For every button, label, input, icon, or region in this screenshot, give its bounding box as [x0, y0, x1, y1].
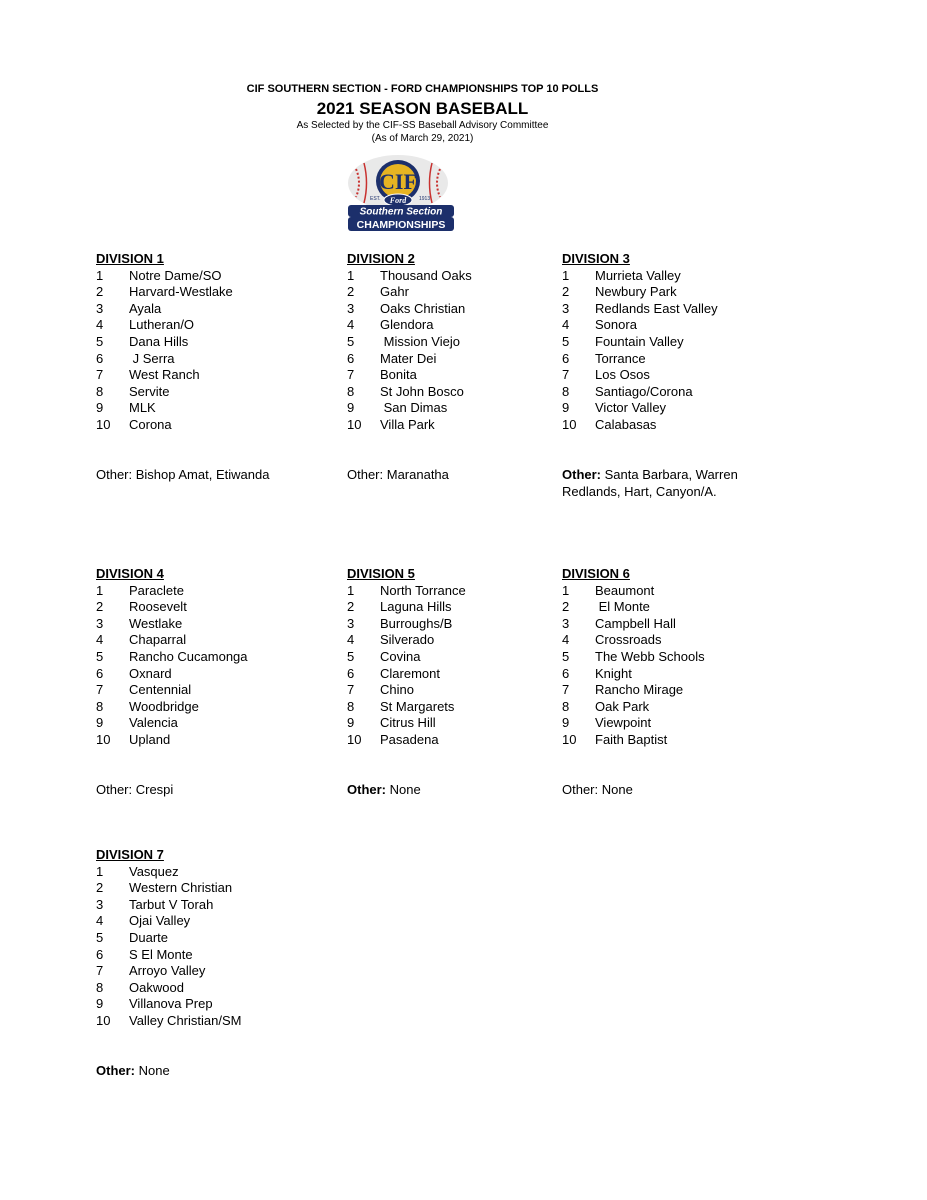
ranking-row: [347, 715, 436, 732]
division-6: [562, 566, 705, 749]
rank-number: 1: [96, 267, 104, 283]
division-2: [347, 251, 472, 434]
other-label: Other:: [562, 467, 601, 482]
rank-number: 10: [96, 1012, 111, 1028]
division-5-other: [347, 781, 421, 798]
rank-number: 7: [562, 682, 570, 698]
ranking-row: [96, 896, 214, 914]
ranking-row: [96, 267, 222, 285]
ranking-row: [562, 300, 718, 318]
cif-ford-championships-logo: [346, 155, 456, 235]
team-name: Ayala: [129, 300, 162, 316]
other-label: Other:: [347, 782, 386, 797]
ranking-row: [562, 632, 662, 649]
ranking-row: [347, 300, 466, 318]
team-name: Covina: [380, 648, 421, 664]
team-name: El Monte: [595, 599, 650, 615]
team-name: The Webb Schools: [595, 648, 705, 664]
ranking-row: [347, 267, 472, 285]
ranking-row: [347, 665, 440, 683]
rank-number: 9: [347, 715, 355, 731]
other-text: Santa Barbara, Warren: [601, 467, 738, 482]
team-name: Roosevelt: [129, 599, 187, 615]
ranking-row: [562, 599, 650, 616]
rank-number: 1: [96, 582, 104, 598]
rank-number: 6: [347, 350, 355, 366]
team-name: S El Monte: [129, 946, 193, 962]
team-name: North Torrance: [380, 582, 466, 598]
ranking-row: [562, 666, 630, 683]
ranking-row: [96, 863, 179, 881]
team-name: San Dimas: [380, 400, 448, 416]
team-name: Western Christian: [129, 880, 233, 896]
ranking-row: [96, 715, 178, 732]
rank-number: 5: [562, 648, 570, 664]
rank-number: 3: [347, 300, 355, 316]
ranking-row: [96, 648, 248, 666]
poll-date: (As of March 29, 2021): [371, 133, 474, 144]
rank-number: 4: [96, 632, 104, 648]
team-name: MLK: [129, 400, 156, 416]
team-name: Santiago/Corona: [595, 383, 693, 399]
rank-number: 9: [96, 996, 104, 1012]
team-name: Campbell Hall: [595, 615, 676, 631]
rank-number: 7: [96, 963, 104, 979]
rank-number: 4: [96, 913, 104, 929]
division-1-other: [96, 466, 269, 483]
rank-number: 3: [562, 300, 570, 316]
logo-ford-text: Ford: [389, 196, 407, 205]
team-name: Westlake: [129, 615, 183, 631]
rank-number: 6: [96, 946, 104, 962]
team-name: Torrance: [595, 350, 646, 366]
division-title: DIVISION 1: [96, 251, 164, 266]
rank-number: 3: [347, 615, 355, 631]
rank-number: 8: [562, 383, 570, 399]
team-name: Harvard-Westlake: [129, 284, 233, 300]
rank-number: 4: [562, 317, 570, 333]
rank-number: 5: [96, 929, 104, 945]
ranking-row: [347, 615, 453, 633]
rank-number: 1: [562, 582, 570, 598]
committee-subtitle: As Selected by the CIF-SS Baseball Advisory Committee: [296, 120, 549, 131]
team-name: Paraclete: [129, 582, 184, 598]
division-5: [347, 566, 466, 749]
team-name: Ojai Valley: [129, 913, 191, 929]
season-title: 2021 SEASON BASEBALL: [316, 99, 529, 118]
ranking-row: [96, 301, 164, 318]
ranking-row: [96, 731, 171, 749]
rank-number: 9: [562, 400, 570, 416]
team-name: Valencia: [129, 715, 178, 731]
team-name: Arroyo Valley: [129, 963, 206, 979]
ranking-row: [96, 929, 169, 947]
ranking-row: [562, 416, 657, 434]
rank-number: 6: [96, 665, 104, 681]
ranking-row: [96, 367, 200, 384]
team-name: Knight: [595, 665, 632, 681]
other-label: Other:: [96, 1063, 135, 1078]
team-name: Mater Dei: [380, 350, 437, 366]
ranking-row: [562, 582, 655, 600]
ranking-row: [347, 350, 437, 368]
rank-number: 8: [96, 383, 104, 399]
division-title: DIVISION 6: [562, 566, 630, 581]
rank-number: 6: [347, 665, 355, 681]
team-name: Bonita: [380, 367, 417, 383]
rank-number: 4: [562, 632, 570, 648]
division-title: DIVISION 2: [347, 251, 415, 266]
logo-championships: CHAMPIONSHIPS: [356, 219, 446, 231]
ranking-row: [96, 979, 184, 997]
division-3-other: [562, 466, 738, 500]
ranking-row: [562, 367, 650, 384]
team-name: Redlands East Valley: [595, 300, 718, 316]
division-title: DIVISION 5: [347, 566, 415, 581]
team-name: Gahr: [380, 284, 409, 300]
other-text: None: [386, 782, 421, 797]
rank-number: 10: [347, 416, 362, 432]
division-title: DIVISION 3: [562, 251, 630, 266]
team-name: Calabasas: [595, 416, 657, 432]
ranking-row: [347, 648, 421, 666]
other-text: Other: None: [562, 782, 633, 797]
team-name: Fountain Valley: [595, 333, 684, 349]
ranking-row: [562, 698, 650, 716]
logo-cif-text: CIF: [379, 169, 417, 194]
team-name: Los Osos: [595, 367, 650, 383]
ranking-row: [96, 317, 195, 334]
ranking-row: [96, 632, 187, 649]
rank-number: 4: [347, 632, 355, 648]
ranking-row: [96, 350, 175, 368]
team-name: Crossroads: [595, 632, 662, 648]
rank-number: 2: [96, 880, 104, 896]
ranking-row: [562, 682, 684, 699]
team-name: Lutheran/O: [129, 317, 195, 333]
rank-number: 5: [562, 333, 570, 349]
rank-number: 10: [562, 731, 577, 747]
division-1: [96, 251, 233, 434]
ranking-row: [562, 317, 637, 334]
ranking-row: [96, 698, 199, 716]
other-text: None: [135, 1063, 170, 1078]
rank-number: 7: [96, 367, 104, 383]
ranking-row: [96, 416, 172, 434]
rank-number: 8: [347, 698, 355, 714]
rank-number: 5: [96, 333, 104, 349]
rank-number: 8: [96, 979, 104, 995]
rank-number: 9: [96, 715, 104, 731]
ranking-row: [96, 665, 172, 683]
team-name: Dana Hills: [129, 333, 189, 349]
ranking-row: [347, 582, 466, 600]
team-name: Vasquez: [129, 863, 179, 879]
ranking-row: [347, 731, 439, 749]
division-title: DIVISION 7: [96, 847, 164, 862]
team-name: Glendora: [380, 317, 434, 333]
team-name: J Serra: [129, 350, 175, 366]
ranking-row: [96, 333, 189, 351]
ranking-row: [96, 284, 233, 301]
team-name: Citrus Hill: [380, 715, 436, 731]
ranking-row: [347, 333, 460, 351]
ranking-row: [96, 880, 233, 897]
ranking-row: [96, 582, 184, 600]
logo-southern-section: Southern Section: [359, 206, 443, 218]
rank-number: 9: [96, 400, 104, 416]
other-text: Other: Crespi: [96, 782, 174, 797]
other-text: Other: Bishop Amat, Etiwanda: [96, 467, 270, 482]
ranking-row: [96, 1012, 242, 1030]
ranking-row: [562, 731, 668, 749]
other-text-line2: Redlands, Hart, Canyon/A.: [562, 484, 717, 499]
division-2-other: [347, 466, 449, 483]
team-name: Villa Park: [380, 416, 435, 432]
ranking-row: [562, 333, 684, 351]
team-name: Victor Valley: [595, 400, 667, 416]
rank-number: 7: [347, 682, 355, 698]
rank-number: 3: [96, 615, 104, 631]
team-name: Oakwood: [129, 979, 184, 995]
ranking-row: [562, 648, 705, 666]
rank-number: 8: [347, 383, 355, 399]
team-name: Tarbut V Torah: [129, 896, 214, 912]
team-name: Claremont: [380, 665, 440, 681]
ranking-row: [562, 615, 676, 633]
rank-number: 5: [347, 333, 355, 349]
rank-number: 10: [96, 731, 111, 747]
rank-number: 2: [347, 599, 355, 615]
team-name: Burroughs/B: [380, 615, 453, 631]
ranking-row: [347, 682, 415, 699]
ranking-row: [96, 383, 170, 401]
rank-number: 2: [96, 284, 104, 300]
ranking-row: [347, 400, 448, 417]
rank-number: 3: [562, 615, 570, 631]
ranking-row: [562, 383, 693, 401]
team-name: Mission Viejo: [380, 333, 460, 349]
ranking-row: [347, 317, 434, 334]
team-name: Upland: [129, 731, 171, 747]
team-name: Oaks Christian: [380, 300, 466, 316]
poll-header-title: CIF SOUTHERN SECTION - FORD CHAMPIONSHIPS TOP 10 POLLS: [246, 83, 599, 95]
team-name: St John Bosco: [380, 383, 464, 399]
ranking-row: [96, 946, 193, 964]
ranking-row: [562, 350, 646, 368]
logo-year: 1913: [419, 196, 431, 202]
rank-number: 7: [347, 367, 355, 383]
rank-number: 2: [562, 284, 570, 300]
division-3: [562, 251, 718, 434]
team-name: Murrieta Valley: [595, 267, 681, 283]
team-name: Valley Christian/SM: [129, 1012, 242, 1028]
division-4: [96, 566, 248, 749]
team-name: Thousand Oaks: [380, 267, 472, 283]
rank-number: 5: [96, 648, 104, 664]
ranking-row: [347, 383, 464, 401]
team-name: Beaumont: [595, 582, 655, 598]
rank-number: 8: [562, 698, 570, 714]
team-name: Woodbridge: [129, 698, 199, 714]
rank-number: 1: [347, 582, 355, 598]
other-text: Other: Maranatha: [347, 467, 449, 482]
rank-number: 6: [96, 350, 104, 366]
ranking-row: [347, 599, 452, 616]
team-name: Notre Dame/SO: [129, 267, 222, 283]
ranking-row: [347, 284, 415, 301]
team-name: Servite: [129, 383, 170, 399]
team-name: Rancho Cucamonga: [129, 648, 248, 664]
rank-number: 4: [96, 317, 104, 333]
logo-est: EST.: [370, 196, 381, 202]
rank-number: 1: [347, 267, 355, 283]
ranking-row: [96, 682, 192, 699]
team-name: Villanova Prep: [129, 996, 213, 1012]
rank-number: 2: [96, 599, 104, 615]
ranking-row: [96, 963, 206, 980]
ranking-row: [96, 599, 187, 616]
ranking-row: [96, 615, 183, 633]
ranking-row: [347, 367, 415, 384]
ranking-row: [562, 400, 667, 417]
team-name: Chaparral: [129, 632, 187, 648]
rank-number: 7: [96, 682, 104, 698]
team-name: Silverado: [380, 632, 435, 648]
division-7: [96, 847, 242, 1030]
rank-number: 10: [96, 416, 111, 432]
rank-number: 2: [562, 599, 570, 615]
rank-number: 8: [96, 698, 104, 714]
rank-number: 9: [562, 715, 570, 731]
division-4-other: [96, 781, 173, 798]
rank-number: 3: [96, 300, 104, 316]
team-name: Pasadena: [380, 731, 439, 747]
ranking-row: [96, 400, 164, 417]
team-name: Oak Park: [595, 698, 650, 714]
ranking-row: [347, 416, 435, 434]
ranking-row: [347, 698, 455, 716]
rank-number: 7: [562, 367, 570, 383]
ranking-row: [562, 284, 677, 301]
team-name: Newbury Park: [595, 284, 677, 300]
division-6-other: [562, 781, 633, 798]
rank-number: 2: [347, 284, 355, 300]
rank-number: 5: [347, 648, 355, 664]
division-title: DIVISION 4: [96, 566, 164, 581]
team-name: Oxnard: [129, 665, 172, 681]
ranking-row: [562, 267, 681, 285]
team-name: Corona: [129, 416, 172, 432]
rank-number: 9: [347, 400, 355, 416]
team-name: Sonora: [595, 317, 637, 333]
ranking-row: [96, 913, 191, 930]
division-7-other: [96, 1062, 170, 1079]
ranking-row: [96, 996, 213, 1013]
rank-number: 6: [562, 350, 570, 366]
team-name: Chino: [380, 682, 414, 698]
rank-number: 4: [347, 317, 355, 333]
team-name: Laguna Hills: [380, 599, 452, 615]
rank-number: 1: [96, 863, 104, 879]
rank-number: 6: [562, 665, 570, 681]
team-name: Centennial: [129, 682, 192, 698]
ranking-row: [347, 632, 435, 649]
rank-number: 1: [562, 267, 570, 283]
rank-number: 10: [347, 731, 362, 747]
team-name: West Ranch: [129, 367, 200, 383]
rank-number: 3: [96, 896, 104, 912]
team-name: St Margarets: [380, 698, 455, 714]
team-name: Rancho Mirage: [595, 682, 684, 698]
team-name: Faith Baptist: [595, 731, 668, 747]
team-name: Duarte: [129, 929, 169, 945]
rank-number: 10: [562, 416, 577, 432]
ranking-row: [562, 715, 652, 732]
team-name: Viewpoint: [595, 715, 652, 731]
